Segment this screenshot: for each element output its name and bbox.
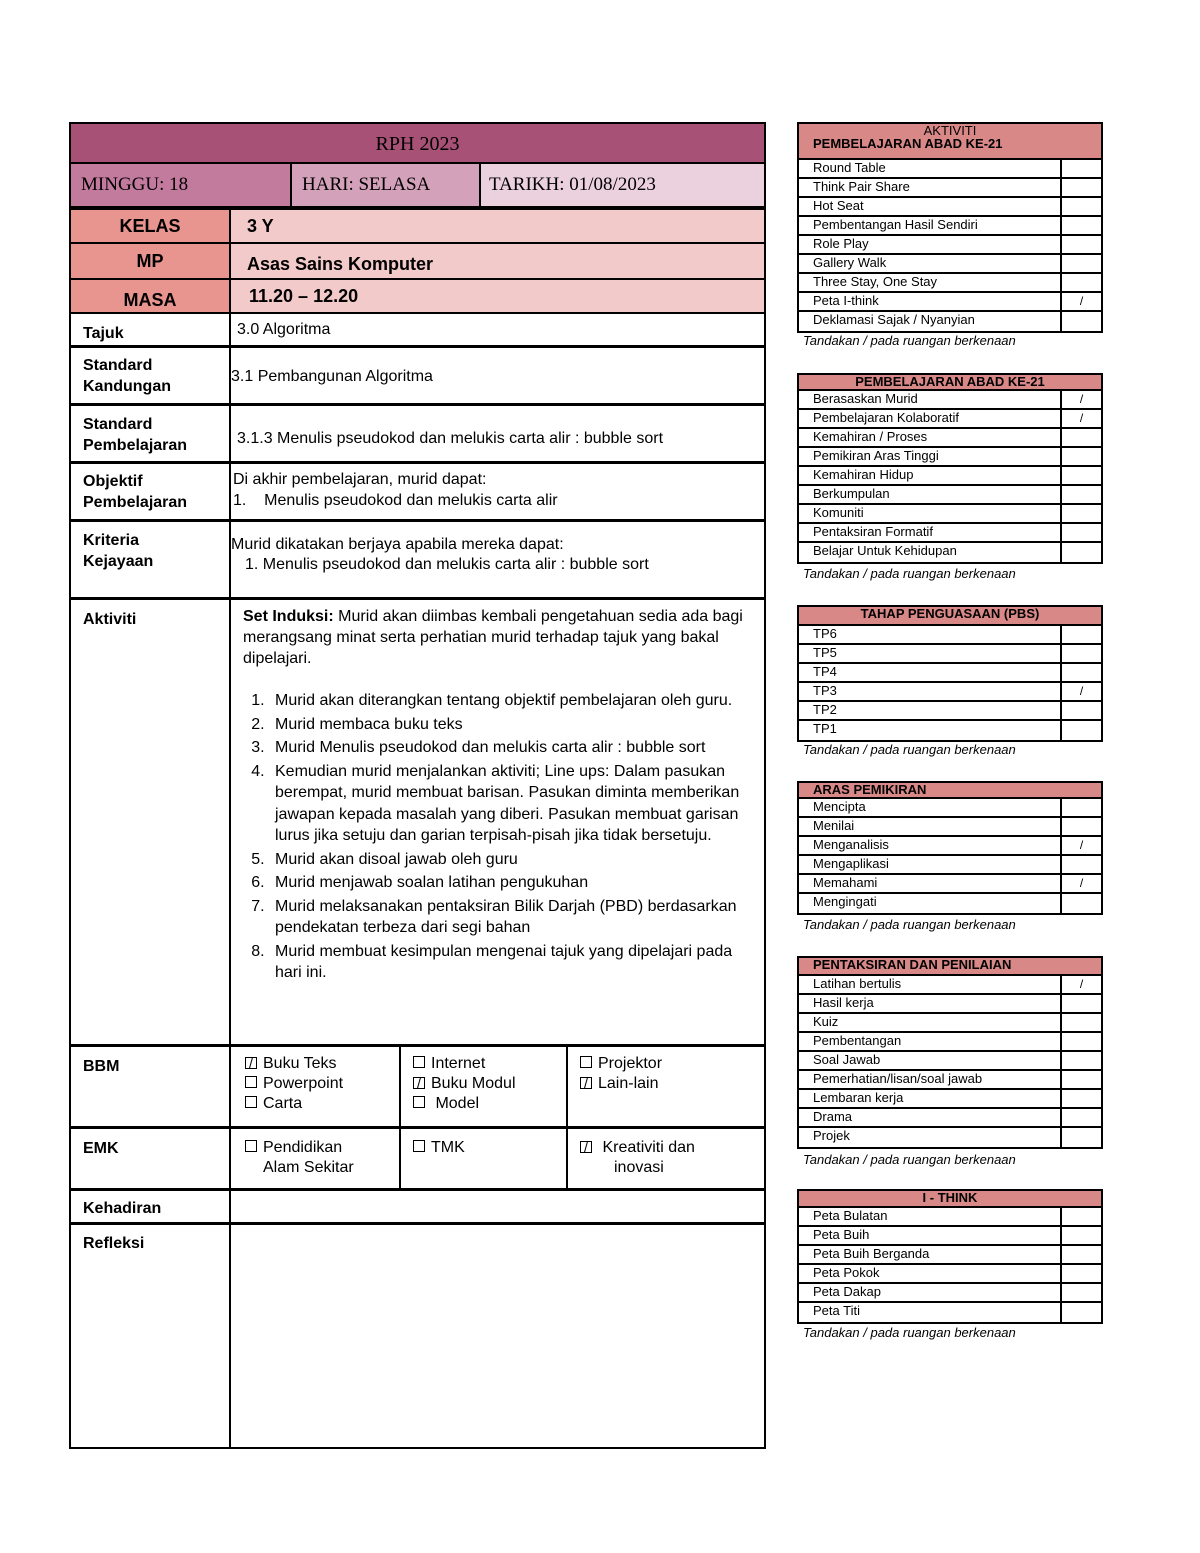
tick-box[interactable] [1060, 1265, 1101, 1284]
checklist-panel [797, 956, 1103, 1149]
kelas-label-cell [71, 210, 229, 242]
panel-row: Memahami / [799, 875, 1101, 894]
hari-text: HARI: SELASA [302, 174, 431, 195]
tick-box[interactable] [1060, 486, 1101, 505]
tick-box[interactable] [1060, 1284, 1101, 1303]
bbm-option: Model [413, 1094, 566, 1114]
mp-value-cell [229, 244, 764, 278]
tick-box[interactable] [1060, 274, 1101, 293]
panel-row: TP2 [799, 702, 1101, 721]
emk-kreativiti-checkbox[interactable]: / [580, 1141, 592, 1153]
panel-row: Hasil kerja [799, 995, 1101, 1014]
masa-value-cell [229, 280, 764, 312]
standard-kandungan-row [71, 348, 764, 406]
tajuk-label: Tajuk [83, 325, 124, 342]
panel-row: Peta Titi [799, 1303, 1101, 1322]
panel-header: AKTIVITI PEMBELAJARAN ABAD KE-21 [799, 124, 1101, 160]
panel-row: Soal Jawab [799, 1052, 1101, 1071]
tick-box[interactable] [1060, 1071, 1101, 1090]
panel-row: Peta I-think / [799, 293, 1101, 312]
tajuk-value: 3.0 Algoritma [229, 314, 764, 345]
panel-row: Role Play [799, 236, 1101, 255]
masa-label-cell [71, 280, 229, 312]
tick-box[interactable] [1060, 255, 1101, 274]
kelas-label: KELAS [119, 215, 181, 236]
checkbox-icon[interactable] [580, 1056, 592, 1068]
panel-row: Think Pair Share [799, 179, 1101, 198]
panel-header: PENTAKSIRAN DAN PENILAIAN [799, 958, 1101, 976]
checklist-panel [797, 1189, 1103, 1324]
panel-row: Peta Pokok [799, 1265, 1101, 1284]
tick-box[interactable] [1060, 1227, 1101, 1246]
tick-box[interactable] [1060, 818, 1101, 837]
tick-box[interactable] [1060, 1303, 1101, 1324]
panel-row: Menilai [799, 818, 1101, 837]
mp-label-cell [71, 244, 229, 278]
refleksi-row [71, 1225, 764, 1447]
tick-box[interactable]: / [1060, 976, 1101, 995]
panel-row: TP5 [799, 645, 1101, 664]
objektif-row [71, 464, 764, 522]
activity-item: 8. Murid membuat kesimpulan mengenai tajuk yang dipelajari pada hari ini. [269, 941, 744, 984]
tick-box[interactable] [1060, 664, 1101, 683]
masa-row [71, 280, 764, 314]
emk-pendidikan-checkbox[interactable] [245, 1140, 257, 1152]
panel-row: TP6 [799, 626, 1101, 645]
panel-note: Tandakan / pada ruangan berkenaan [803, 333, 1016, 348]
panel-row: Pembelajaran Kolaboratif / [799, 410, 1101, 429]
checkbox-icon[interactable] [413, 1056, 425, 1068]
panel-row: Kemahiran Hidup [799, 467, 1101, 486]
panel-row: Pemerhatian/lisan/soal jawab [799, 1071, 1101, 1090]
bbm-label: BBM [83, 1058, 120, 1075]
panel-header: ARAS PEMIKIRAN [799, 783, 1101, 799]
lesson-plan-table [69, 122, 766, 1449]
panel-row: Pembentangan [799, 1033, 1101, 1052]
bbm-column-1 [229, 1047, 399, 1126]
panel-row: Round Table [799, 160, 1101, 179]
tick-box[interactable] [1060, 179, 1101, 198]
kelas-row [71, 208, 764, 244]
panel-row: Kuiz [799, 1014, 1101, 1033]
activity-item: 4. Kemudian murid menjalankan aktiviti; Line ups: Dalam pasukan berempat, murid membuat barisan. Pasukan diminta memberikan jawapan kepada masalah yang diberi. Pasukan membuat garisan lurus jika setuju dan garian terpisah-pisah jika tidak bersetuju. [269, 761, 744, 847]
tick-box[interactable] [1060, 645, 1101, 664]
activity-item: 7. Murid melaksanakan pentaksiran Bilik Darjah (PBD) berdasarkan pendekatan terbeza dari segi bahan [269, 896, 744, 939]
tick-box[interactable] [1060, 198, 1101, 217]
tick-box[interactable]: / [1060, 410, 1101, 429]
bbm-option: / Buku Modul [413, 1074, 566, 1094]
tick-box[interactable] [1060, 1246, 1101, 1265]
panel-row: Hot Seat [799, 198, 1101, 217]
refleksi-value[interactable] [229, 1225, 764, 1447]
kriteria-value: Murid dikatakan berjaya apabila mereka dapat: 1. Menulis pseudokod dan melukis carta alir : bubble sort [229, 522, 764, 597]
panel-row: Komuniti [799, 505, 1101, 524]
panel-row: Drama [799, 1109, 1101, 1128]
panel-row: Berkumpulan [799, 486, 1101, 505]
panel-row: Three Stay, One Stay [799, 274, 1101, 293]
panel-row: Pemikiran Aras Tinggi [799, 448, 1101, 467]
standard-pembelajaran-row [71, 406, 764, 464]
minggu-cell [71, 164, 290, 206]
activity-item: 5. Murid akan disoal jawab oleh guru [269, 849, 744, 871]
standard-pembelajaran-value: 3.1.3 Menulis pseudokod dan melukis carta alir : bubble sort [229, 406, 764, 461]
checkbox-icon[interactable] [245, 1096, 257, 1108]
kriteria-label: Kriteria Kejayaan [83, 532, 154, 570]
tick-box[interactable]: / [1060, 683, 1101, 702]
kelas-value-cell [229, 210, 764, 242]
tick-box[interactable] [1060, 1109, 1101, 1128]
tick-box[interactable] [1060, 995, 1101, 1014]
panel-row: TP1 [799, 721, 1101, 740]
panel-row: Mengingati [799, 894, 1101, 913]
tick-box[interactable] [1060, 1033, 1101, 1052]
tick-box[interactable] [1060, 236, 1101, 255]
tick-box[interactable] [1060, 312, 1101, 333]
tick-box[interactable] [1060, 1128, 1101, 1149]
tick-box[interactable] [1060, 856, 1101, 875]
date-row [71, 164, 764, 208]
checkbox-icon[interactable]: / [413, 1077, 425, 1089]
checkbox-icon[interactable] [245, 1076, 257, 1088]
bbm-option: Internet [413, 1054, 566, 1074]
refleksi-label: Refleksi [83, 1235, 145, 1252]
panel-note: Tandakan / pada ruangan berkenaan [803, 917, 1016, 932]
bbm-column-2 [399, 1047, 566, 1126]
panel-row: Mencipta [799, 799, 1101, 818]
tarikh-text: TARIKH: 01/08/2023 [489, 174, 656, 195]
tarikh-cell [479, 164, 764, 206]
tick-box[interactable] [1060, 543, 1101, 564]
panel-row: Latihan bertulis / [799, 976, 1101, 995]
panel-row: Berasaskan Murid / [799, 391, 1101, 410]
panel-row: Belajar Untuk Kehidupan [799, 543, 1101, 562]
emk-label: EMK [83, 1140, 119, 1157]
checklist-panel [797, 373, 1103, 564]
aktiviti-label: Aktiviti [83, 611, 137, 628]
tick-box[interactable] [1060, 1052, 1101, 1071]
activity-item: 1. Murid akan diterangkan tentang objektif pembelajaran oleh guru. [269, 690, 744, 712]
panel-note: Tandakan / pada ruangan berkenaan [803, 742, 1016, 757]
panel-row: TP3 / [799, 683, 1101, 702]
panel-row: TP4 [799, 664, 1101, 683]
checkbox-icon[interactable] [413, 1096, 425, 1108]
tick-box[interactable] [1060, 160, 1101, 179]
page-title: RPH 2023 [375, 133, 460, 155]
panel-row: Peta Buih Berganda [799, 1246, 1101, 1265]
panel-header: PEMBELAJARAN ABAD KE-21 [799, 375, 1101, 391]
kriteria-row [71, 522, 764, 600]
standard-pembelajaran-label: Standard Pembelajaran [83, 416, 188, 454]
panel-row: Peta Bulatan [799, 1208, 1101, 1227]
masa-label: MASA [123, 289, 177, 310]
mp-value: Asas Sains Komputer [247, 253, 434, 274]
standard-kandungan-value: 3.1 Pembangunan Algoritma [229, 348, 764, 403]
minggu-text: MINGGU: 18 [81, 174, 189, 195]
tajuk-row [71, 314, 764, 348]
tick-box[interactable] [1060, 1090, 1101, 1109]
hari-cell [290, 164, 479, 206]
panel-row: Pentaksiran Formatif [799, 524, 1101, 543]
checklist-panel [797, 605, 1103, 742]
bbm-option: / Lain-lain [580, 1074, 764, 1094]
aktiviti-row [71, 600, 764, 1047]
tick-box[interactable]: / [1060, 293, 1101, 312]
emk-column-3: / Kreativiti dan inovasi [566, 1129, 764, 1188]
activity-list [243, 690, 744, 984]
panel-row: Peta Dakap [799, 1284, 1101, 1303]
tick-box[interactable] [1060, 721, 1101, 742]
tick-box[interactable] [1060, 702, 1101, 721]
tick-box[interactable] [1060, 1014, 1101, 1033]
bbm-option: / Buku Teks [245, 1054, 399, 1074]
panel-note: Tandakan / pada ruangan berkenaan [803, 1325, 1016, 1340]
tick-box[interactable] [1060, 448, 1101, 467]
bbm-column-3 [566, 1047, 764, 1126]
panel-row: Lembaran kerja [799, 1090, 1101, 1109]
panel-row: Pembentangan Hasil Sendiri [799, 217, 1101, 236]
emk-row [71, 1129, 764, 1191]
title-row [71, 124, 764, 164]
set-induksi: Set Induksi: Murid akan diimbas kembali pengetahuan sedia ada bagi merangsang minat serta perhatian murid terhadap tajuk yang bakal dipelajari. [243, 608, 743, 667]
standard-kandungan-label: Standard Kandungan [83, 357, 171, 395]
panel-row: Menganalisis / [799, 837, 1101, 856]
tick-box[interactable] [1060, 467, 1101, 486]
panel-header: TAHAP PENGUASAAN (PBS) [799, 607, 1101, 626]
checkbox-icon[interactable]: / [580, 1077, 592, 1089]
tick-box[interactable]: / [1060, 875, 1101, 894]
masa-value: 11.20 – 12.20 [249, 285, 359, 306]
panel-row: Deklamasi Sajak / Nyanyian [799, 312, 1101, 331]
kehadiran-value[interactable] [229, 1191, 764, 1222]
activity-item: 3. Murid Menulis pseudokod dan melukis carta alir : bubble sort [269, 737, 744, 759]
activity-item: 6. Murid menjawab soalan latihan pengukuhan [269, 872, 744, 894]
panel-header: I - THINK [799, 1191, 1101, 1208]
panel-row: Gallery Walk [799, 255, 1101, 274]
checklist-panel [797, 781, 1103, 915]
panel-row: Peta Buih [799, 1227, 1101, 1246]
tick-box[interactable] [1060, 524, 1101, 543]
aktiviti-content [229, 600, 764, 1044]
objektif-value: Di akhir pembelajaran, murid dapat: 1. Menulis pseudokod dan melukis carta alir [229, 464, 764, 519]
bbm-option: Carta [245, 1094, 399, 1114]
emk-column-2: TMK [399, 1129, 566, 1188]
objektif-label: Objektif Pembelajaran [83, 473, 188, 511]
tick-box[interactable] [1060, 429, 1101, 448]
tick-box[interactable] [1060, 217, 1101, 236]
mp-row [71, 244, 764, 280]
panel-row: Mengaplikasi [799, 856, 1101, 875]
activity-item: 2. Murid membaca buku teks [269, 714, 744, 736]
tick-box[interactable] [1060, 505, 1101, 524]
tick-box[interactable]: / [1060, 391, 1101, 410]
kehadiran-row [71, 1191, 764, 1225]
panel-note: Tandakan / pada ruangan berkenaan [803, 566, 1016, 581]
bbm-option: Projektor [580, 1054, 764, 1074]
tick-box[interactable] [1060, 626, 1101, 645]
emk-tmk-checkbox[interactable] [413, 1140, 425, 1152]
bbm-row [71, 1047, 764, 1129]
tick-box[interactable] [1060, 1208, 1101, 1227]
checklist-panel [797, 122, 1103, 333]
panel-row: Kemahiran / Proses [799, 429, 1101, 448]
panel-row: Projek [799, 1128, 1101, 1147]
kehadiran-label: Kehadiran [83, 1200, 162, 1217]
tick-box[interactable] [1060, 799, 1101, 818]
tick-box[interactable]: / [1060, 837, 1101, 856]
checkbox-icon[interactable]: / [245, 1057, 257, 1069]
tick-box[interactable] [1060, 894, 1101, 915]
kelas-value: 3 Y [247, 215, 274, 236]
panel-note: Tandakan / pada ruangan berkenaan [803, 1152, 1016, 1167]
emk-column-1: Pendidikan Alam Sekitar [229, 1129, 399, 1188]
mp-label: MP [136, 250, 164, 271]
bbm-option: Powerpoint [245, 1074, 399, 1094]
